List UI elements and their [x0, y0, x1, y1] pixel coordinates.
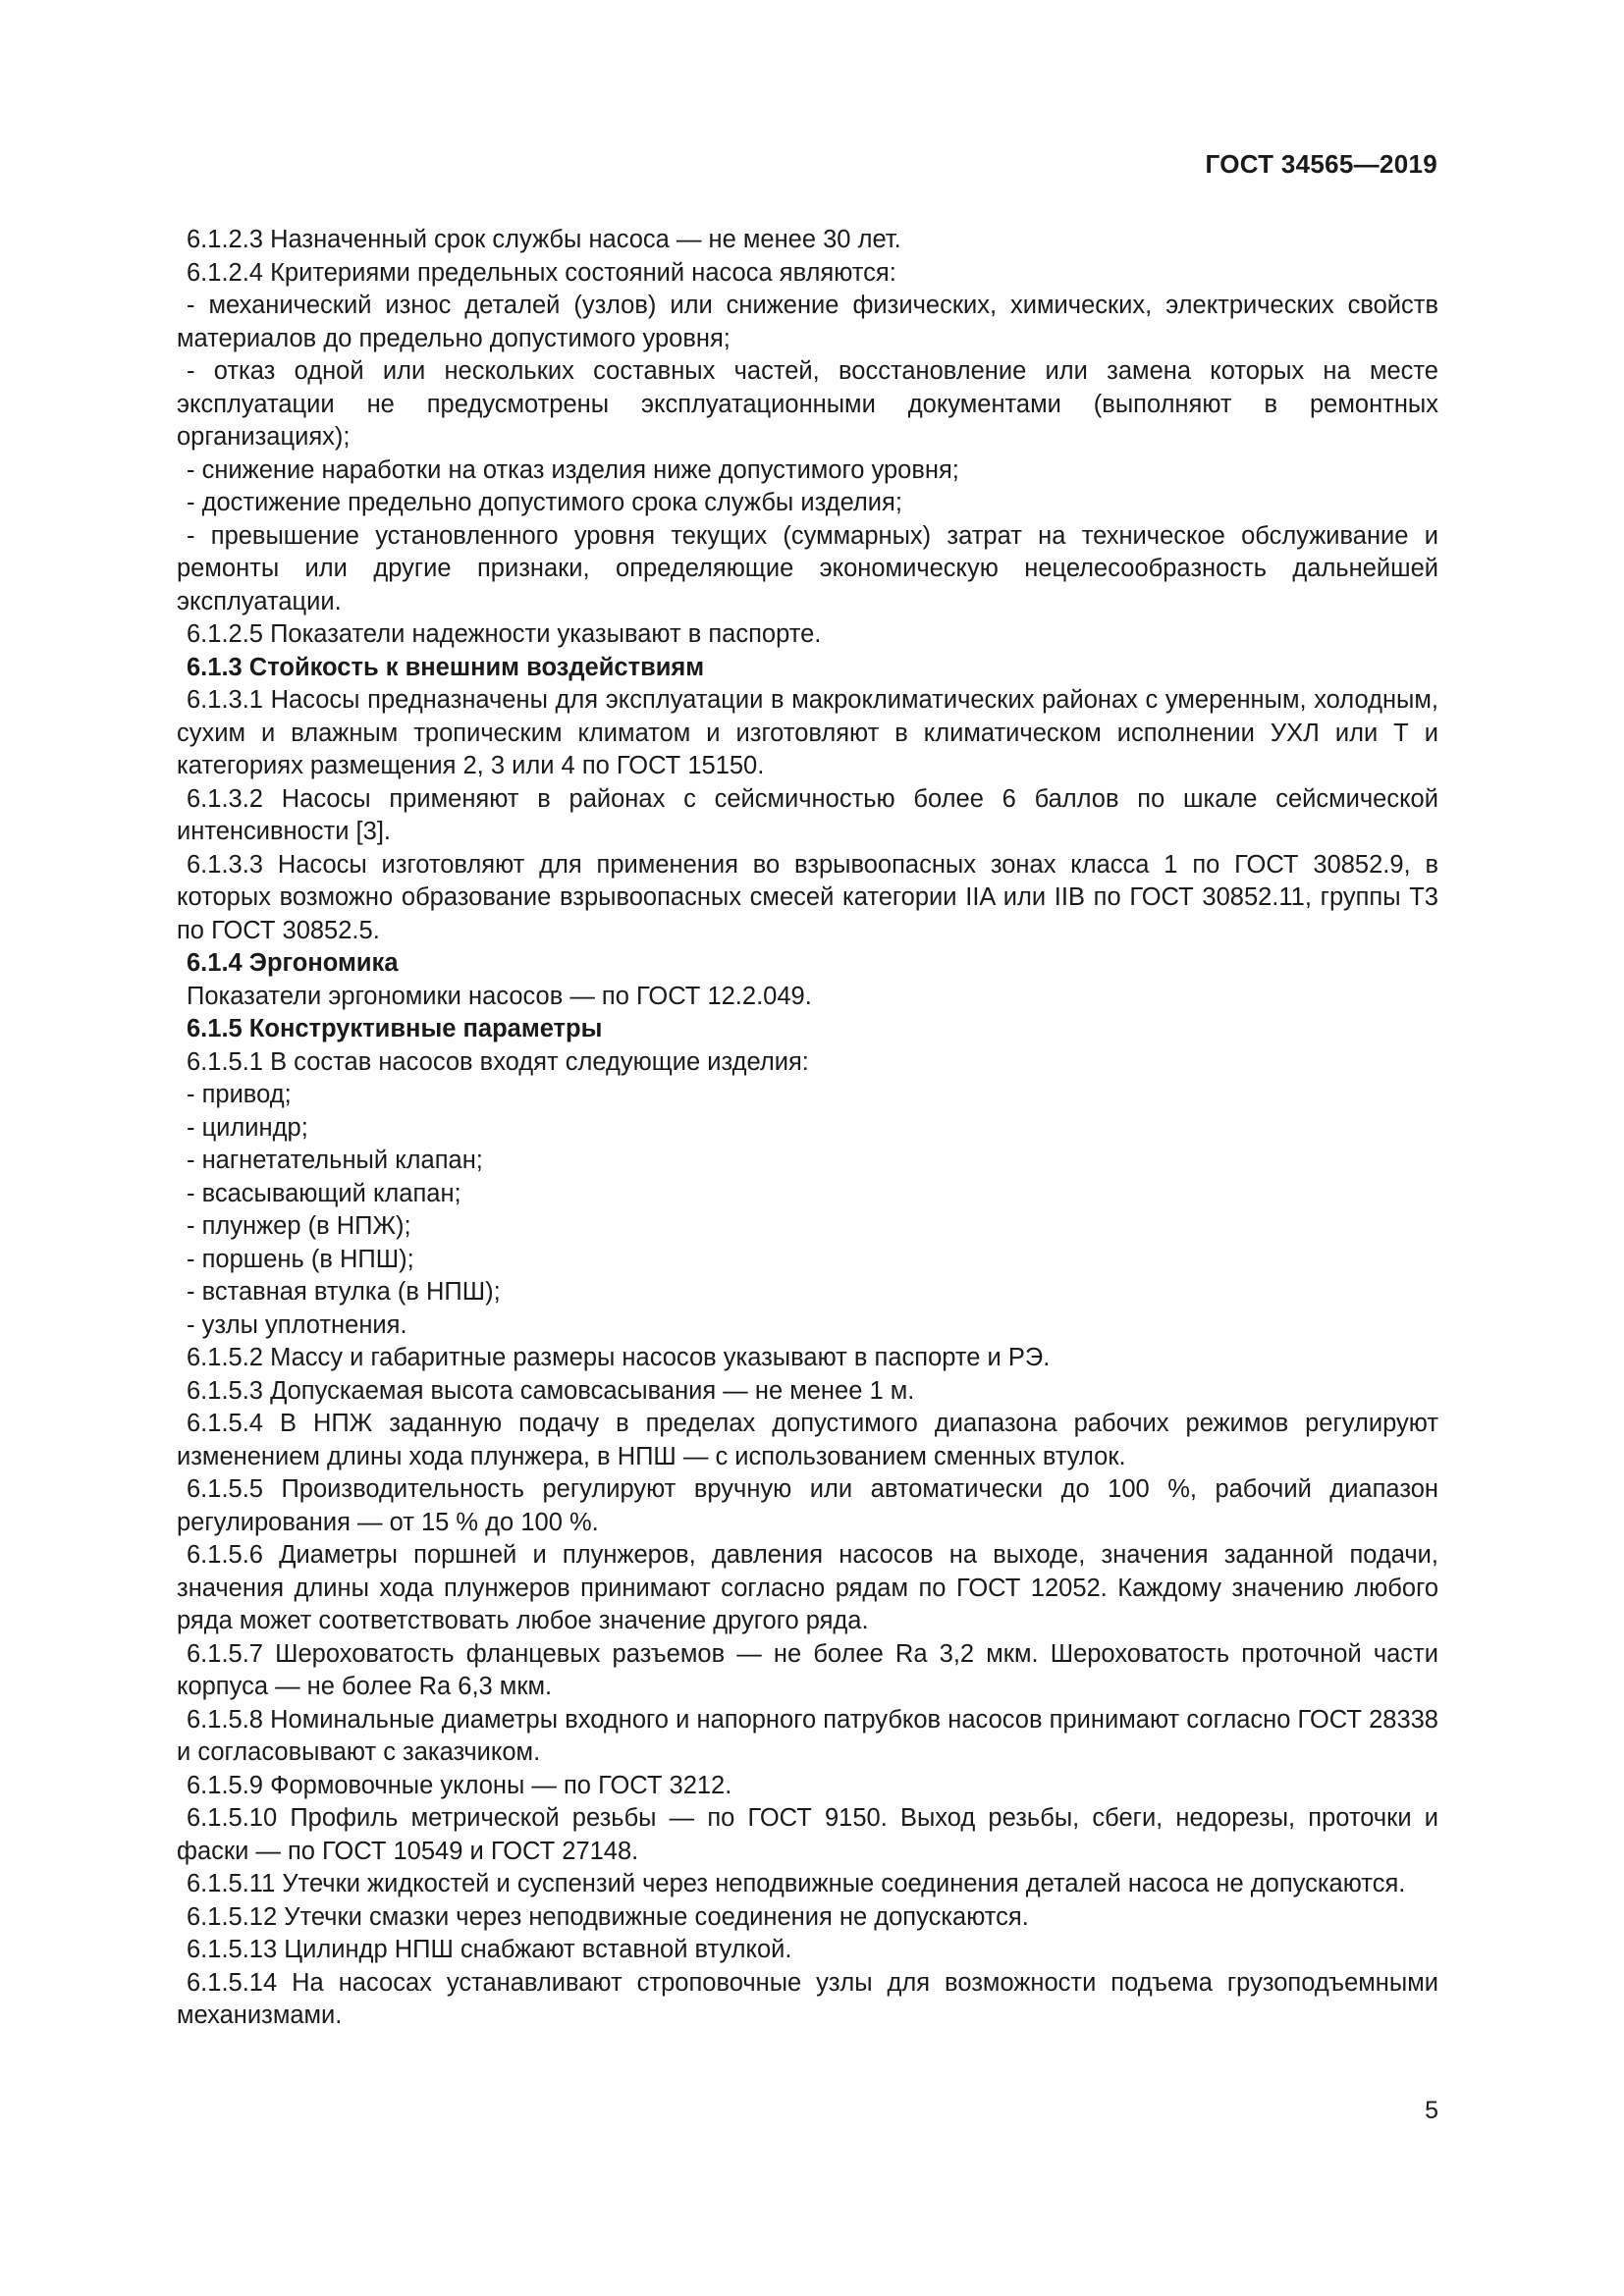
document-code-header: ГОСТ 34565—2019 — [1205, 149, 1437, 179]
paragraph-6-1-5-4: 6.1.5.4 В НПЖ заданную подачу в пределах допустимого диапазона рабочих режимов регулируют изменением длины хода плунжера, в НПШ — с использованием сменных втулок. — [177, 1410, 1438, 1470]
list-item: - плунжер (в НПЖ); — [187, 1212, 411, 1240]
paragraph-6-1-3-3: 6.1.3.3 Насосы изготовляют для применения во взрывоопасных зонах класса 1 по ГОСТ 30852.9, в которых возможно образование взрывоопасных смесей категории IIA или IIB по ГОСТ 30852.11, группы Т3 по ГОСТ 30852.5. — [177, 850, 1438, 944]
paragraph-6-1-5-5: 6.1.5.5 Производительность регулируют вручную или автоматически до 100 %, рабочий диапазон регулирования — от 15 % до 100 %. — [177, 1475, 1438, 1536]
list-item: - цилиндр; — [187, 1113, 308, 1142]
section-heading-6-1-5: 6.1.5 Конструктивные параметры — [187, 1015, 603, 1042]
list-item: - узлы уплотнения. — [187, 1310, 407, 1339]
list-item: - механический износ деталей (узлов) или снижение физических, химических, электрических свойств материалов до предельно допустимого уровня; — [177, 292, 1438, 352]
paragraph-6-1-2-4: 6.1.2.4 Критериями предельных состояний насоса являются: — [187, 258, 896, 287]
paragraph-6-1-2-5: 6.1.2.5 Показатели надежности указывают в паспорте. — [187, 620, 822, 648]
paragraph-6-1-5-7: 6.1.5.7 Шероховатость фланцевых разъемов — не более Ra 3,2 мкм. Шероховатость проточной части корпуса — не более Ra 6,3 мкм. — [177, 1639, 1438, 1700]
paragraph-6-1-5-12: 6.1.5.12 Утечки смазки через неподвижные соединения не допускаются. — [187, 1902, 1029, 1931]
paragraph-6-1-5-10: 6.1.5.10 Профиль метрической резьбы — по ГОСТ 9150. Выход резьбы, сбеги, недорезы, проточки и фаски — по ГОСТ 10549 и ГОСТ 27148. — [177, 1804, 1438, 1865]
paragraph-6-1-5-6: 6.1.5.6 Диаметры поршней и плунжеров, давления насосов на выходе, значения заданной подачи, значения длины хода плунжеров принимают согласно рядам по ГОСТ 12052. Каждому значению любого ряда может соответствовать любое значение другого ряда. — [177, 1541, 1438, 1634]
page-number: 5 — [1425, 2097, 1438, 2124]
list-item: - поршень (в НПШ); — [187, 1245, 414, 1273]
list-item: - нагнетательный клапан; — [187, 1147, 483, 1174]
paragraph-6-1-5-13: 6.1.5.13 Цилиндр НПШ снабжают вставной втулкой. — [187, 1936, 792, 1963]
list-item: - снижение наработки на отказ изделия ниже допустимого уровня; — [187, 455, 959, 484]
paragraph-6-1-5-1: 6.1.5.1 В состав насосов входят следующие изделия: — [187, 1047, 809, 1076]
paragraph-ergonomics: Показатели эргономики насосов — по ГОСТ 12.2.049. — [187, 982, 812, 1010]
paragraph-6-1-5-8: 6.1.5.8 Номинальные диаметры входного и напорного патрубков насосов принимают согласно ГОСТ 28338 и согласовывают с заказчиком. — [177, 1705, 1438, 1766]
paragraph-6-1-5-2: 6.1.5.2 Массу и габаритные размеры насосов указывают в паспорте и РЭ. — [187, 1344, 1051, 1371]
list-item: - достижение предельно допустимого срока службы изделия; — [187, 489, 902, 516]
list-item: - привод; — [187, 1081, 292, 1108]
paragraph-6-1-3-1: 6.1.3.1 Насосы предназначены для эксплуатации в макроклиматических районах с умеренным, холодным, сухим и влажным тропическим климатом и изготовляют в климатическом исполнении УХЛ или Т и категориях размещения 2, 3 или 4 по ГОСТ 15150. — [177, 686, 1438, 779]
section-heading-6-1-3: 6.1.3 Стойкость к внешним воздействиям — [187, 653, 705, 681]
section-heading-6-1-4: 6.1.4 Эргономика — [187, 949, 399, 977]
document-body — [177, 224, 1438, 2033]
paragraph-6-1-5-11: 6.1.5.11 Утечки жидкостей и суспензий через неподвижные соединения деталей насоса не допускаются. — [187, 1870, 1406, 1897]
paragraph-6-1-5-3: 6.1.5.3 Допускаемая высота самовсасывания — не менее 1 м. — [187, 1376, 915, 1405]
paragraph-6-1-5-14: 6.1.5.14 На насосах устанавливают строповочные узлы для возможности подъема грузоподъемными механизмами. — [177, 1968, 1438, 2029]
list-item: - вставная втулка (в НПШ); — [187, 1278, 501, 1306]
paragraph-6-1-5-9: 6.1.5.9 Формовочные уклоны — по ГОСТ 3212. — [187, 1771, 732, 1799]
paragraph-6-1-2-3: 6.1.2.3 Назначенный срок службы насоса — не менее 30 лет. — [187, 226, 901, 253]
list-item: - отказ одной или нескольких составных частей, восстановление или замена которых на месте эксплуатации не предусмотрены эксплуатационными документами (выполняют в ремонтных организациях); — [177, 357, 1438, 451]
list-item: - превышение установленного уровня текущих (суммарных) затрат на техническое обслуживание и ремонты или другие признаки, определяющие экономическую нецелесообразность дальнейшей эксплуатации. — [177, 521, 1438, 615]
paragraph-6-1-3-2: 6.1.3.2 Насосы применяют в районах с сейсмичностью более 6 баллов по шкале сейсмической интенсивности [3]. — [177, 784, 1438, 845]
list-item: - всасывающий клапан; — [187, 1179, 461, 1207]
